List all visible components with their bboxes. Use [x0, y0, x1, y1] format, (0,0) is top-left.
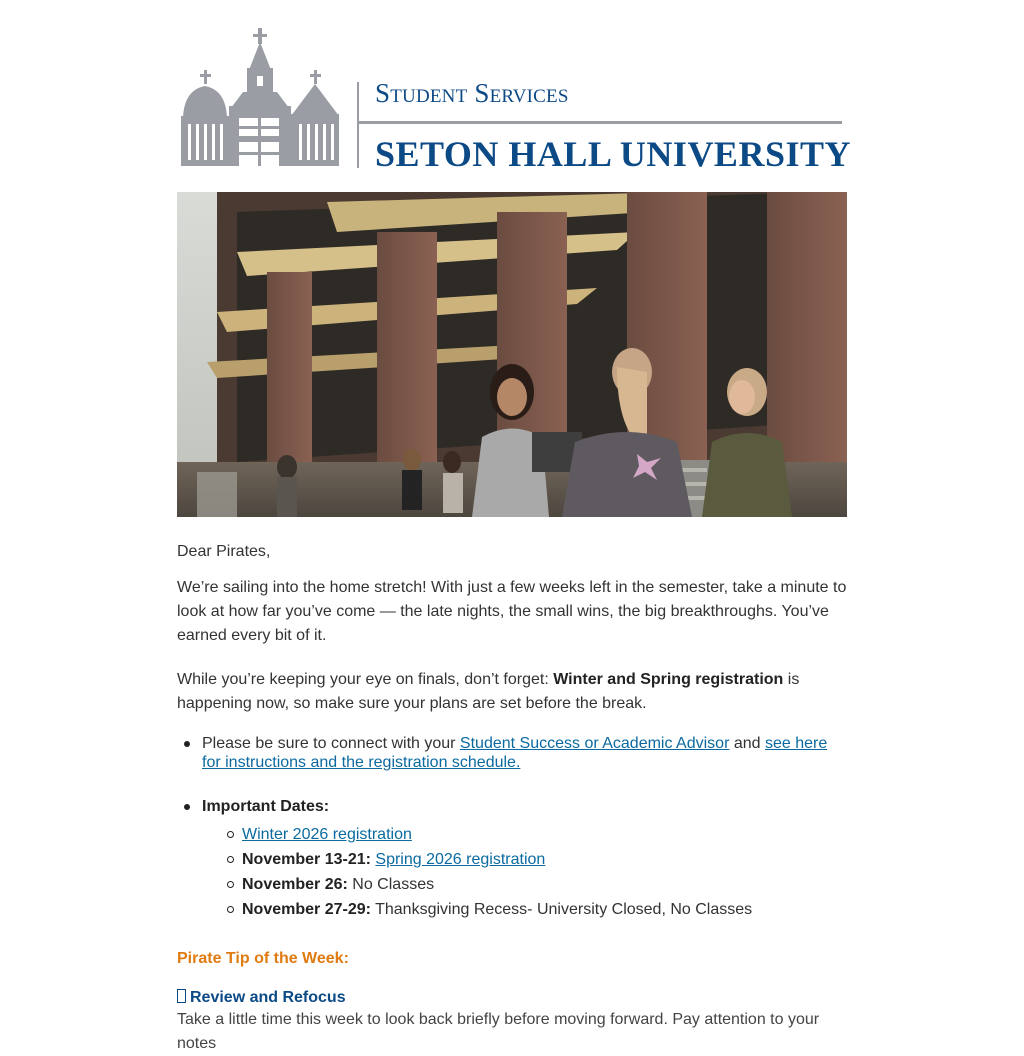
email-container — [177, 0, 851, 1052]
date-label: November 26: — [242, 876, 348, 893]
registration-instructions-link[interactable]: see here for instructions and the registration schedule. — [202, 735, 828, 771]
date-item — [202, 872, 847, 897]
registration-text-pre: While you’re keeping your eye on finals, don’t forget: — [177, 671, 554, 688]
email-body — [177, 540, 847, 1056]
registration-paragraph — [177, 668, 847, 716]
date-item — [202, 847, 847, 872]
important-dates-list — [202, 822, 847, 922]
date-label: November 27-29: — [242, 901, 371, 918]
advisor-text-pre: Please be sure to connect with your — [202, 735, 460, 752]
tip-subheading — [177, 988, 847, 1008]
advisor-text-mid: and — [729, 735, 765, 752]
tip-subheading-text: Review and Refocus — [190, 989, 346, 1006]
seton-hall-logo-building-icon — [179, 28, 349, 168]
hero-photo-illustration — [177, 192, 847, 517]
date-text: No Classes — [352, 876, 435, 893]
important-dates-heading: Important Dates: — [202, 798, 330, 815]
greeting: Dear Pirates, — [177, 543, 271, 560]
important-dates-bullet — [177, 797, 847, 922]
logo-student-services-text: Student Services — [375, 78, 569, 108]
info-list — [177, 734, 847, 922]
advisor-link[interactable]: Student Success or Academic Advisor — [459, 735, 730, 752]
missing-glyph-icon — [177, 989, 186, 1003]
date-item — [202, 822, 847, 847]
spring-registration-link[interactable]: Spring 2026 registration — [375, 851, 546, 868]
date-text: Thanksgiving Recess- University Closed, No Classes — [375, 901, 753, 918]
advisor-bullet — [177, 734, 847, 772]
registration-bold: Winter and Spring registration — [553, 671, 784, 688]
pirate-tip-heading: Pirate Tip of the Week: — [177, 950, 349, 967]
logo-university-text: SETON HALL UNIVERSITY — [375, 134, 851, 174]
date-item — [202, 897, 847, 922]
email-header — [177, 0, 851, 192]
tip-text: Take a little time this week to look back briefly before moving forward. Pay attention to your notes — [177, 1011, 820, 1052]
registration-text-post: is happening now, so make sure your plans are set before the break. — [177, 671, 800, 712]
logo-rule — [357, 121, 842, 124]
date-label: November 13-21: — [242, 851, 371, 868]
logo-divider — [357, 82, 359, 168]
hero-image — [177, 192, 847, 517]
winter-registration-link[interactable]: Winter 2026 registration — [242, 826, 412, 843]
intro-paragraph: We’re sailing into the home stretch! With just a few weeks left in the semester, take a minute to look at how far you’ve come — the late nights, the small wins, the big breakthroughs. You’ve earned every bit of it. — [177, 579, 847, 644]
